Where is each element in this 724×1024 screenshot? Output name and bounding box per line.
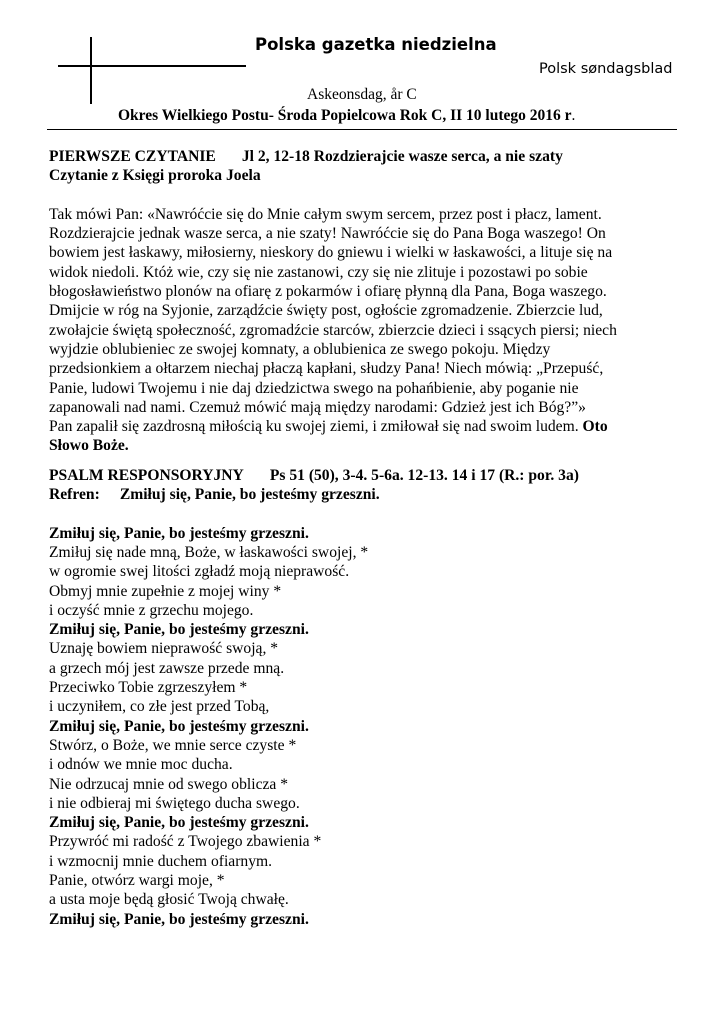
psalm-refrain-line: Zmiłuj się, Panie, bo jesteśmy grzeszni. [49,814,309,832]
closing-slowo-boze: Słowo Boże. [49,437,129,455]
psalm-verse-line: w ogromie swej litości zgładź moją nieprawość. [49,563,350,581]
reading-line: Dmijcie w róg na Syjonie, zarządźcie święty post, ogłoście zgromadzenie. Zbierzcie lud, [49,302,603,320]
header-divider [47,129,677,130]
psalm-verse-line: Zmiłuj się nade mną, Boże, w łaskawości swojej, * [49,543,369,561]
psalm-refrain-line: Zmiłuj się, Panie, bo jesteśmy grzeszni. [49,717,309,735]
reading-line: widok niedoli. Któż wie, czy się nie zastanowi, czy się nie zlituje i pozostawi po sobie [49,263,588,281]
reading-line: zapanowali nad nami. Czemuż mówić mają między narodami: Gdzież jest ich Bóg?”» [49,398,586,416]
psalm-verse-line: Nie odrzucaj mnie od swego oblicza * [49,775,289,793]
psalm-verses [49,524,684,929]
psalm-refrain-line: Zmiłuj się, Panie, bo jesteśmy grzeszni. [49,621,309,639]
title-norwegian: Polsk søndagsblad [539,61,673,77]
first-reading-source: Czytanie z Księgi proroka Joela [49,167,261,185]
psalm-reference: Ps 51 (50), 3-4. 5-6a. 12-13. 14 i 17 (R.: por. 3a) [269,466,579,484]
period-end: . [571,107,576,124]
psalm-verse-line: Uznaję bowiem nieprawość swoją, * [49,640,279,658]
reading-line: wyjdzie oblubieniec ze swojej komnaty, a oblubienica ze swego pokoju. Między [49,340,551,358]
psalm-refrain [49,485,684,504]
reading-line: przedsionkiem a ołtarzem niechaj płaczą kapłani, słudzy Pana! Niech mówią: „Przepuść, [49,360,604,378]
psalm-verse-line: Obmyj mnie zupełnie z mojej winy * [49,582,282,600]
first-reading-text [49,205,684,417]
psalm-verse-line: a grzech mój jest zawsze przede mną. [49,659,285,677]
psalm-verse-line: Przeciwko Tobie zgrzeszyłem * [49,679,248,697]
psalm-verse-line: Stwórz, o Boże, we mnie serce czyste * [49,736,297,754]
refrain-label: Refren: [49,486,100,504]
reading-line: zwołajcie świętą społeczność, zgromadźcie starców, zbierzcie dzieci i ssących piersi; niech [49,321,617,339]
reading-line: Tak mówi Pan: «Nawróćcie się do Mnie całym swym sercem, przez post i płacz, lament. [49,205,602,223]
psalm-verse-line: i odnów we mnie moc ducha. [49,756,233,774]
psalm-verse-line: Przywróć mi radość z Twojego zbawienia * [49,833,322,851]
first-reading-reference: Jl 2, 12-18 Rozdzierajcie wasze serca, a nie szaty [241,148,563,165]
liturgical-period [118,107,575,125]
psalm-verse-line: a usta moje będą głosić Twoją chwałę. [49,891,289,909]
reading-line: Rozdzierajcie jednak wasze serca, a nie szaty! Nawróćcie się do Pana Boga waszego! On [49,225,606,243]
cross-horizontal-line [58,65,246,67]
first-reading-last-line: Pan zapalił się zazdrosną miłością ku swojej ziemi, i zmiłował się nad swoim ludem. Oto [49,418,608,436]
psalm-verse-line: i uczyniłem, co złe jest przed Tobą, [49,698,270,716]
psalm-label: PSALM RESPONSORYJNY [49,466,244,484]
psalm-verse-line: Panie, otwórz wargi moje, * [49,871,225,889]
refrain-text: Zmiłuj się, Panie, bo jesteśmy grzeszni. [119,486,380,504]
page-content [49,147,684,929]
subtitle: Askeonsdag, år C [307,86,417,103]
first-reading-label: PIERWSZE CZYTANIE [49,148,216,165]
period-text: Okres Wielkiego Postu- Środa Popielcowa Rok C, II 10 lutego 2016 r [118,107,572,124]
psalm-refrain-line: Zmiłuj się, Panie, bo jesteśmy grzeszni. [49,910,309,928]
reading-line: błogosławieństwo plonów na ofiarę z pokarmów i ofiarę płynną dla Pana, Boga waszego. [49,283,607,301]
reading-line: bowiem jest łaskawy, miłosierny, nieskory do gniewu i wielki w łaskawości, a lituje się na [49,244,613,262]
psalm-verse-line: i wzmocnij mnie duchem ofiarnym. [49,852,273,870]
closing-oto: Oto [582,418,608,436]
first-reading-heading [49,147,684,166]
psalm-verse-line: i oczyść mnie z grzechu mojego. [49,601,254,619]
psalm-verse-line: i nie odbieraj mi świętego ducha swego. [49,794,300,812]
cross-vertical-line [90,37,92,104]
title-polish: Polska gazetka niedzielna [255,35,497,54]
psalm-heading [49,466,684,485]
psalm-refrain-line: Zmiłuj się, Panie, bo jesteśmy grzeszni. [49,524,309,542]
reading-line: Panie, ludowi Twojemu i nie daj dziedzictwa swego na pohańbienie, aby poganie nie [49,379,579,397]
